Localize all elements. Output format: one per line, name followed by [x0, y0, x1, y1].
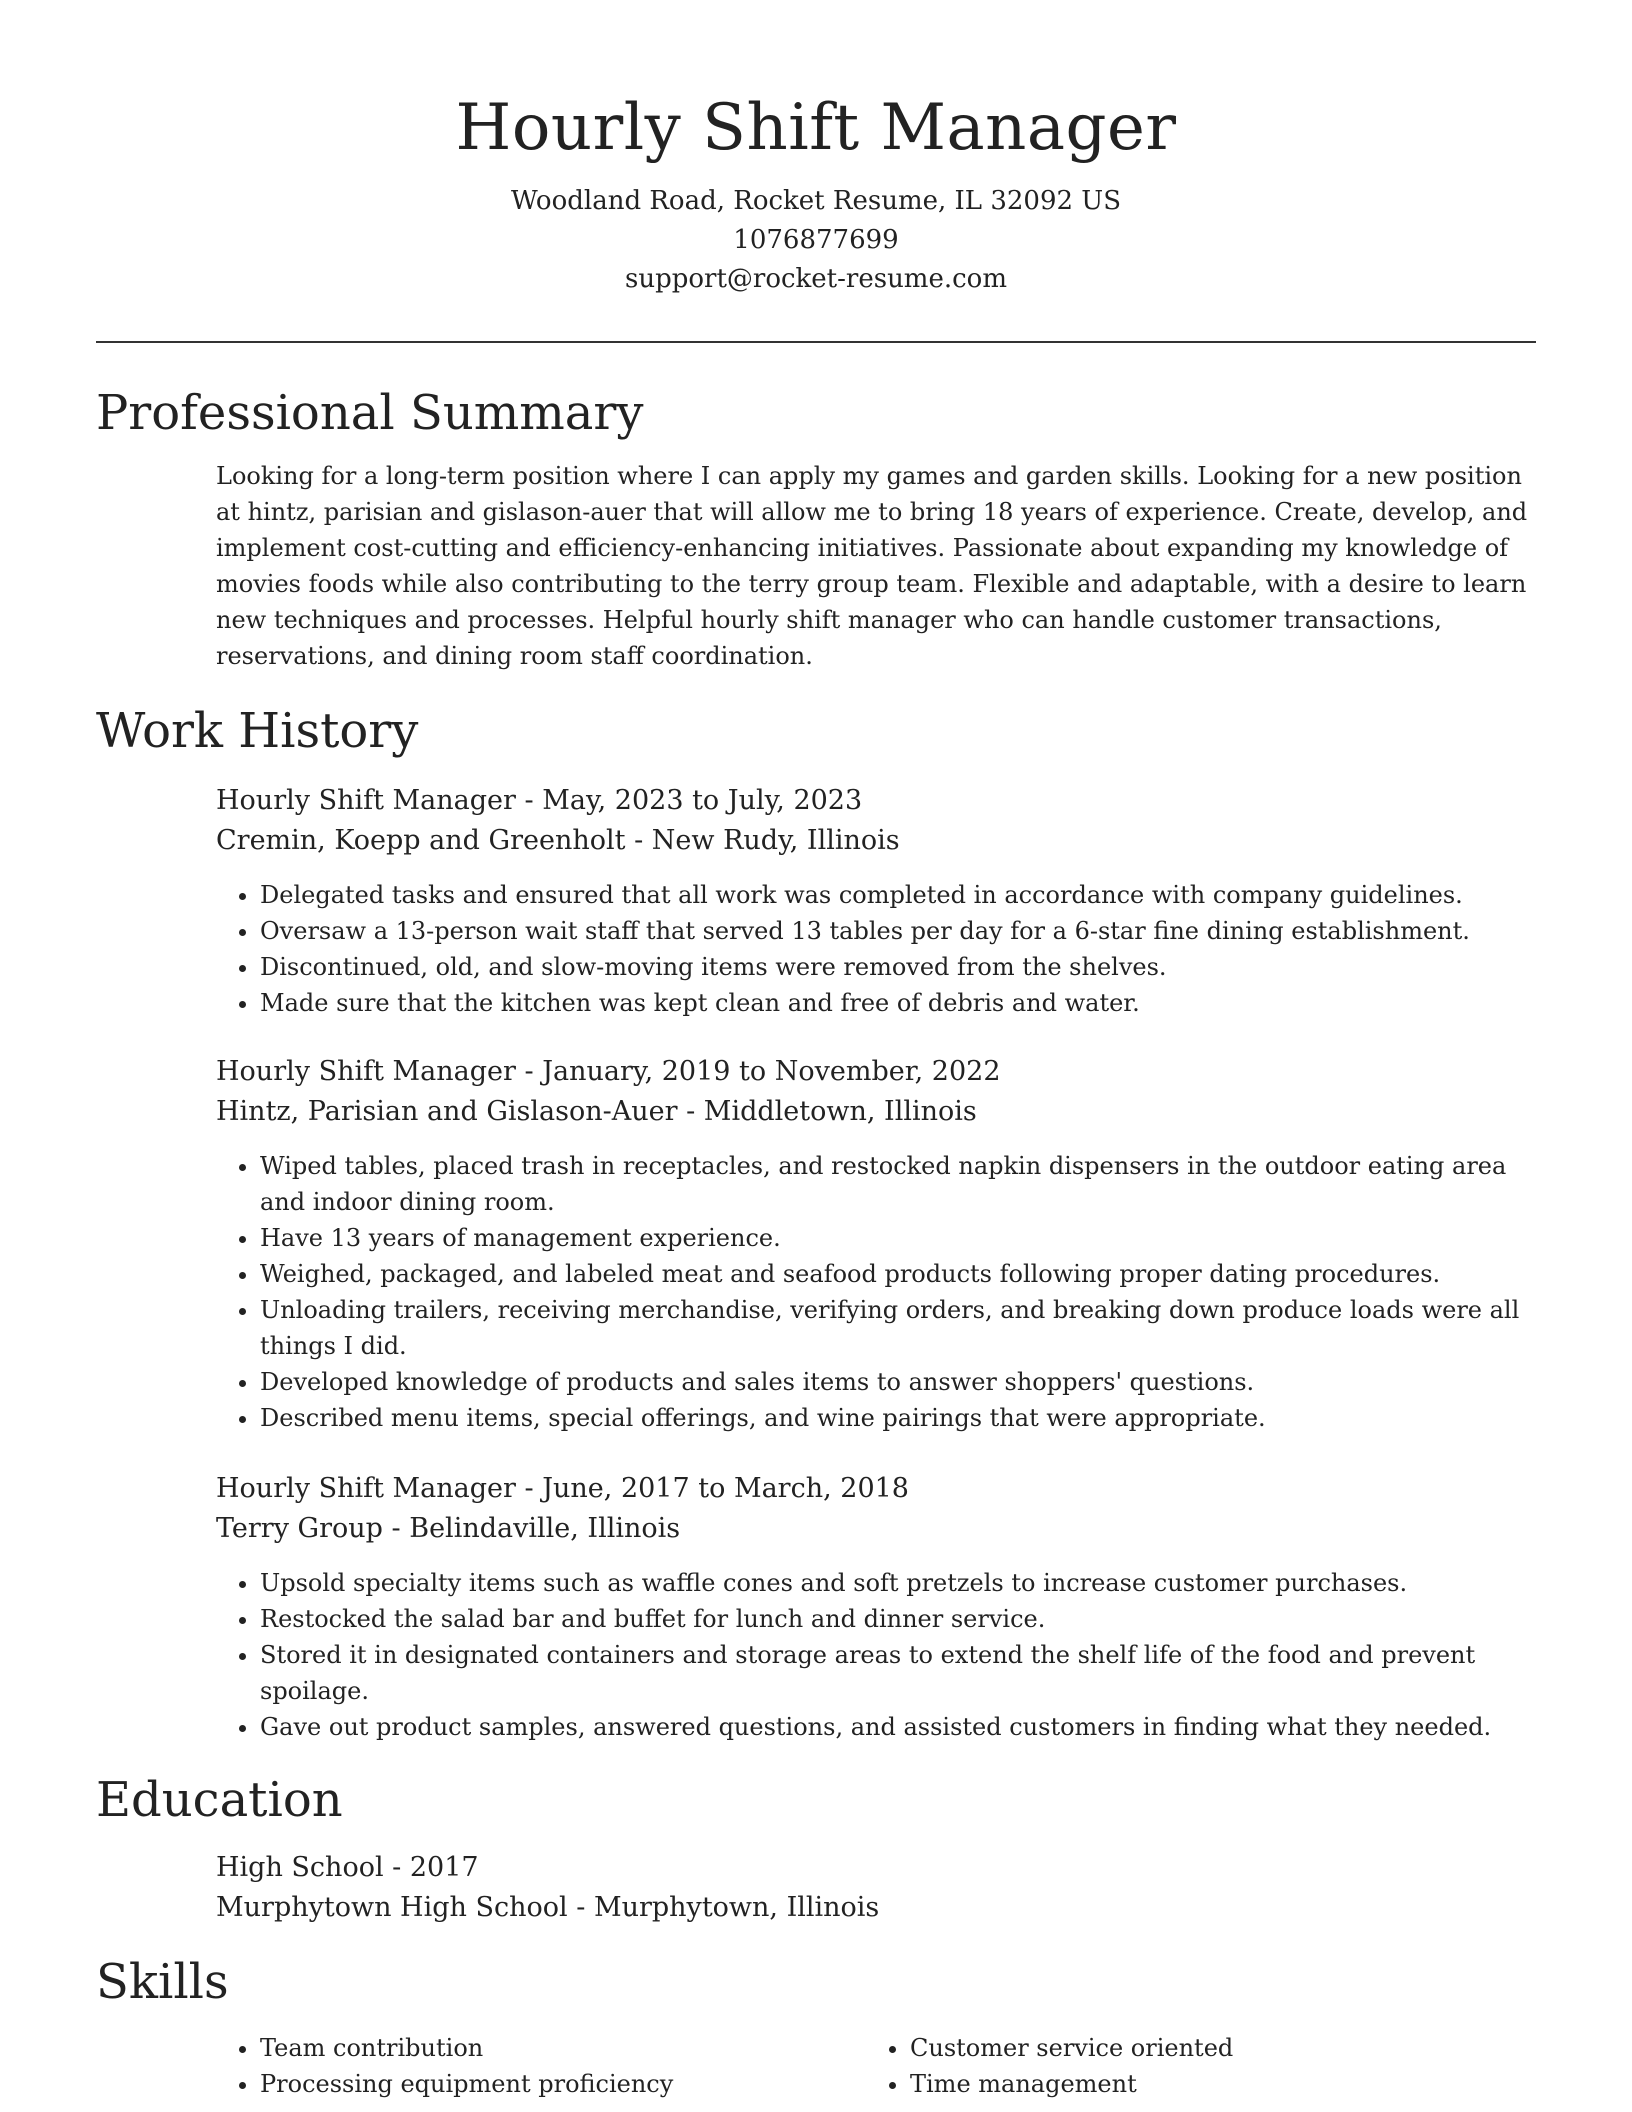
employer-name: Cremin, Koepp and Greenholt	[216, 825, 626, 856]
list-item: • Delegated tasks and ensured that all work was completed in accordance with company guidelines.	[260, 877, 1536, 913]
education-heading: Education	[96, 1772, 343, 1828]
job-title-line	[216, 781, 1536, 821]
degree-line	[216, 1848, 1536, 1888]
list-item: • Stored it in designated containers and storage areas to extend the shelf life of the food and prevent spoilage.	[260, 1637, 1536, 1709]
list-item: • Made sure that the kitchen was kept clean and free of debris and water.	[260, 985, 1536, 1021]
employer-location: - Middletown, Illinois	[677, 1096, 977, 1127]
employer-name: Hintz, Parisian and Gislason-Auer	[216, 1096, 678, 1127]
job-title-line	[216, 1469, 1536, 1509]
summary-block	[216, 458, 1536, 674]
school-line	[216, 1888, 1536, 1928]
list-item: • Have 13 years of management experience.	[260, 1220, 1536, 1256]
employer-location: - Belindaville, Illinois	[382, 1513, 681, 1544]
employer-name: Terry Group	[216, 1513, 383, 1544]
contact-address: Woodland Road, Rocket Resume, IL 32092 US	[510, 186, 1122, 216]
candidate-name: Hourly Shift Manager	[455, 91, 1177, 165]
school-name: Murphytown High School	[216, 1892, 568, 1923]
list-item: • Oversaw a 13-person wait staff that served 13 tables per day for a 6-star fine dining establishment.	[260, 913, 1536, 949]
list-item: • Restocked the salad bar and buffet for lunch and dinner service.	[260, 1601, 1536, 1637]
list-item: • Wiped tables, placed trash in receptacles, and restocked napkin dispensers in the outdoor eating area and indoor dining room.	[260, 1148, 1536, 1220]
list-item: • Developed knowledge of products and sales items to answer shoppers' questions.	[260, 1364, 1536, 1400]
job-dates: - January, 2019 to November, 2022	[515, 1056, 1001, 1087]
job-entry	[216, 781, 1536, 1021]
job-title: Hourly Shift Manager	[216, 1473, 516, 1504]
summary-heading: Professional Summary	[96, 385, 644, 441]
employer-location: - New Rudy, Illinois	[625, 825, 900, 856]
job-title-line	[216, 1052, 1536, 1092]
skills-heading: Skills	[96, 1954, 229, 2010]
employer-line	[216, 821, 1536, 861]
list-item: • Unloading trailers, receiving merchandise, verifying orders, and breaking down produce loads were all things I did.	[260, 1292, 1536, 1364]
contact-phone: 1076877699	[733, 225, 899, 255]
job-dates: - May, 2023 to July, 2023	[515, 785, 863, 816]
list-item: • Gave out product samples, answered questions, and assisted customers in finding what they needed.	[260, 1709, 1536, 1745]
list-item: • Processing equipment proficiency	[260, 2066, 866, 2102]
list-item: • Time management	[910, 2066, 1516, 2102]
job-title: Hourly Shift Manager	[216, 1056, 516, 1087]
list-item: • Upsold specialty items such as waffle cones and soft pretzels to increase customer purchases.	[260, 1565, 1536, 1601]
contact-email: support@rocket-resume.com	[624, 264, 1007, 294]
job-dates: - June, 2017 to March, 2018	[515, 1473, 909, 1504]
summary-text: Looking for a long-term position where I can apply my games and garden skills. Looking for a new position at hintz, parisian and gislason-auer that will allow me to bring 18 years of experience. Create, develop, and implement cost-cutting and efficiency-enhancing initiatives. Passionate about expanding my knowledge of movies foods while also contributing to the terry group team. Flexible and adaptable, with a desire to learn new techniques and processes. Helpful hourly shift manager who can handle customer transactions, reservations, and dining room staff coordination.	[216, 462, 1528, 670]
education-entry	[216, 1848, 1536, 1928]
job-duties	[216, 1148, 1536, 1436]
graduation-year: - 2017	[383, 1852, 479, 1883]
employer-line	[216, 1092, 1536, 1132]
list-item: • Team contribution	[260, 2030, 866, 2066]
list-item: • Customer service oriented	[910, 2030, 1516, 2066]
employer-line	[216, 1509, 1536, 1549]
job-duties	[216, 877, 1536, 1021]
list-item: • Discontinued, old, and slow-moving items were removed from the shelves.	[260, 949, 1536, 985]
resume-page	[96, 0, 1536, 2112]
list-item: • Weighed, packaged, and labeled meat and seafood products following proper dating procedures.	[260, 1256, 1536, 1292]
skills-column-right	[866, 2030, 1516, 2102]
list-item: • Described menu items, special offerings, and wine pairings that were appropriate.	[260, 1400, 1536, 1436]
header-divider	[96, 341, 1536, 343]
job-entry	[216, 1052, 1536, 1436]
job-entry	[216, 1469, 1536, 1745]
skills-column-left	[216, 2030, 866, 2102]
skills-list	[216, 2030, 1536, 2102]
work-history-heading: Work History	[96, 703, 419, 759]
degree: High School	[216, 1852, 384, 1883]
job-duties	[216, 1565, 1536, 1745]
job-title: Hourly Shift Manager	[216, 785, 516, 816]
school-location: - Murphytown, Illinois	[567, 1892, 880, 1923]
resume-header	[96, 78, 1536, 299]
